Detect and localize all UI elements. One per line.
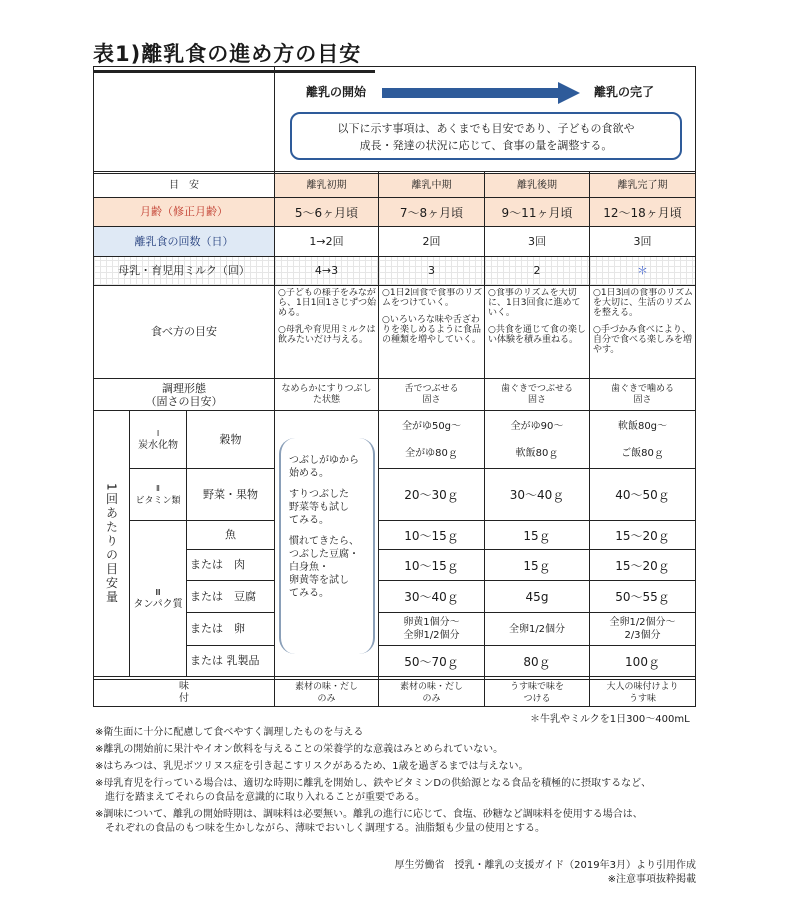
grain-complete-1: 軟飯80g〜 bbox=[617, 420, 668, 432]
label-eating: 食べ方の目安 bbox=[151, 325, 217, 338]
texture-complete-2: 固さ bbox=[633, 394, 652, 405]
food-veg: 野菜・果物 bbox=[203, 487, 258, 501]
food-egg: または 卵 bbox=[190, 622, 245, 635]
count-complete: 3回 bbox=[633, 234, 652, 248]
eating-early-a: ○子どもの様子をみながら、1日1回1さじずつ始める。 bbox=[278, 288, 377, 318]
texture-complete-1: 歯ぐきで噛める bbox=[610, 383, 674, 394]
seasoning-early bbox=[275, 680, 378, 706]
veg-complete: 40〜50ｇ bbox=[615, 488, 670, 502]
eating-middle-b: ○いろいろな味や舌ざわりを楽しめるように食品の種類を増やしていく。 bbox=[382, 315, 482, 345]
note-6: ※調味について、離乳の開始時期は、調味料は必要無い。離乳の進行に応じて、食塩、砂糖など調味料を使用する場合は、 bbox=[95, 809, 643, 820]
stage-early: 離乳初期 bbox=[275, 174, 378, 197]
bubble-line-1: つぶしがゆから bbox=[289, 455, 359, 466]
grain-complete bbox=[590, 411, 695, 468]
seasoning-complete-1: 大人の味付けより bbox=[606, 682, 679, 692]
eating-early-b: ○母乳や育児用ミルクは飲みたいだけ与える。 bbox=[278, 325, 376, 345]
age-early: 5〜6ヶ月頃 bbox=[275, 198, 378, 226]
grain-late-2: 軟飯80ｇ bbox=[515, 447, 559, 459]
seasoning-early-2: のみ bbox=[317, 694, 336, 704]
bubble-line-9: つぶした豆腐・ bbox=[289, 549, 359, 560]
egg-complete bbox=[590, 613, 695, 645]
eating-late-a: ○食事のリズムを大切に、1日3回食に進めていく。 bbox=[488, 288, 581, 318]
label-age: 月齢（修正月齢） bbox=[94, 198, 274, 226]
stage-middle: 離乳中期 bbox=[379, 174, 484, 197]
milk-middle: 3 bbox=[379, 257, 484, 285]
egg-late-1: 全卵1/2個分 bbox=[508, 623, 566, 635]
count-late: 3回 bbox=[528, 234, 546, 248]
bubble-line-2: 始める。 bbox=[289, 468, 329, 479]
fish-middle: 10〜15ｇ bbox=[404, 528, 459, 543]
note-4: ※母乳育児を行っている場合は、適切な時期に離乳を開始し、鉄やビタミンDの供給源となる食品を積極的に摂取するなど、 bbox=[95, 778, 652, 789]
meat-complete: 15〜20ｇ bbox=[615, 558, 670, 573]
veg-late: 30〜40ｇ bbox=[509, 488, 565, 502]
meat-middle: 10〜15ｇ bbox=[404, 558, 459, 573]
label-texture-1: 調理形態 bbox=[162, 381, 206, 395]
group-protein-name: タンパク質 bbox=[133, 598, 183, 610]
bubble-line-3 bbox=[289, 480, 373, 488]
seasoning-complete-2: うす味 bbox=[628, 694, 656, 704]
food-tofu: または 豆腐 bbox=[190, 589, 256, 603]
texture-early-2: た状態 bbox=[312, 394, 340, 405]
seasoning-complete bbox=[590, 680, 695, 706]
milk-complete: ＊ bbox=[590, 257, 695, 285]
progress-arrow bbox=[382, 82, 582, 104]
milk-early: 4→3 bbox=[275, 257, 378, 285]
stage-end-label: 離乳の完了 bbox=[594, 85, 655, 99]
note-7: それぞれの食品のもつ味を生かしながら、薄味でおいしく調理する。油脂類も少量の使用とする。 bbox=[95, 823, 545, 834]
texture-middle-1: 舌でつぶせる bbox=[404, 383, 459, 394]
seasoning-middle bbox=[379, 680, 484, 706]
label-meal-count: 離乳食の回数（日） bbox=[94, 227, 274, 256]
label-seasoning-1: 味 bbox=[179, 681, 189, 692]
tofu-complete: 50〜55ｇ bbox=[615, 590, 670, 604]
egg-middle-2: 全卵1/2個分 bbox=[403, 630, 460, 641]
source-note: ※注意事項抜粋掲載 bbox=[607, 874, 696, 885]
guideline-note-line2: 成長・発達の状況に応じて、食事の量を調整する。 bbox=[359, 139, 613, 152]
label-seasoning bbox=[94, 680, 274, 706]
bubble-line-11: 卵黄等を試し bbox=[289, 575, 349, 586]
grain-middle bbox=[379, 411, 484, 468]
tofu-late: 45g bbox=[525, 589, 549, 604]
egg-complete-1: 全卵1/2個分〜 bbox=[609, 617, 676, 628]
egg-middle bbox=[379, 613, 484, 645]
eating-late-b: ○共食を通じて食の楽しい体験を積み重ねる。 bbox=[488, 325, 586, 345]
food-fish: 魚 bbox=[225, 528, 236, 541]
stage-start-label: 離乳の開始 bbox=[306, 85, 367, 99]
texture-middle bbox=[379, 379, 484, 410]
texture-late bbox=[485, 379, 589, 410]
eating-complete bbox=[590, 288, 695, 378]
seasoning-late bbox=[485, 680, 589, 706]
page-title: 表1)離乳食の進め方の目安 bbox=[93, 38, 375, 73]
stage-late: 離乳後期 bbox=[485, 174, 589, 197]
food-dairy: または 乳製品 bbox=[190, 654, 260, 667]
dairy-late: 80ｇ bbox=[523, 654, 551, 669]
texture-late-1: 歯ぐきでつぶせる bbox=[500, 383, 573, 394]
group-vitamin bbox=[130, 469, 186, 520]
bubble-line-7 bbox=[289, 527, 373, 535]
dairy-middle: 50〜70ｇ bbox=[404, 654, 459, 669]
group-carb-name: 炭水化物 bbox=[138, 439, 178, 451]
bubble-line-5: 野菜等も試し bbox=[289, 502, 349, 513]
grain-middle-2: 全がゆ80ｇ bbox=[405, 447, 458, 459]
note-1: ※衛生面に十分に配慮して食べやすく調理したものを与える bbox=[95, 727, 364, 738]
bubble-line-8: 慣れてきたら、 bbox=[289, 536, 359, 547]
dairy-complete: 100ｇ bbox=[625, 654, 660, 669]
count-early: 1→2回 bbox=[309, 234, 344, 248]
count-middle: 2回 bbox=[422, 234, 441, 248]
texture-early-1: なめらかにすりつぶし bbox=[281, 383, 372, 394]
label-texture-2: （固さの目安） bbox=[145, 394, 223, 408]
fish-late: 15ｇ bbox=[523, 528, 551, 543]
milk-late: 2 bbox=[485, 257, 589, 285]
label-texture bbox=[94, 379, 274, 410]
age-late: 9〜11ヶ月頃 bbox=[485, 198, 589, 226]
age-middle: 7〜8ヶ月頃 bbox=[379, 198, 484, 226]
eating-middle bbox=[379, 288, 484, 378]
texture-late-2: 固さ bbox=[527, 394, 546, 405]
eating-late bbox=[485, 288, 589, 378]
egg-complete-2: 2/3個分 bbox=[624, 630, 661, 641]
meat-late: 15ｇ bbox=[523, 558, 551, 573]
label-milk: 母乳・育児用ミルク（回） bbox=[94, 257, 274, 285]
seasoning-middle-2: のみ bbox=[422, 694, 441, 704]
bubble-line-6: てみる。 bbox=[289, 515, 329, 526]
guideline-note-line1: 以下に示す事項は、あくまでも目安であり、子どもの食欲や bbox=[337, 122, 635, 135]
note-2: ※離乳の開始前に果汁やイオン飲料を与えることの栄養学的な意義はみとめられていない。 bbox=[95, 744, 504, 755]
early-guidance-bubble bbox=[279, 438, 375, 654]
group-vitamin-num: Ⅱ bbox=[156, 483, 160, 493]
guideline-note bbox=[290, 112, 682, 160]
food-meat: または 肉 bbox=[190, 558, 245, 571]
milk-note: ＊牛乳やミルクを1日300〜400mL bbox=[530, 714, 690, 725]
seasoning-early-1: 素材の味・だし bbox=[294, 682, 358, 692]
texture-early bbox=[275, 379, 378, 410]
note-5: 進行を踏まえてそれらの食品を意識的に取り入れることが重要である。 bbox=[95, 792, 425, 803]
tofu-middle: 30〜40ｇ bbox=[404, 590, 459, 604]
seasoning-late-2: つける bbox=[523, 694, 551, 704]
note-3: ※はちみつは、乳児ボツリヌス症を引き起こすリスクがあるため、1歳を過ぎるまでは与えない。 bbox=[95, 761, 529, 772]
bubble-line-12: てみる。 bbox=[289, 588, 329, 599]
veg-middle: 20〜30ｇ bbox=[404, 488, 459, 502]
food-grain: 穀物 bbox=[219, 432, 242, 446]
eating-early bbox=[275, 288, 378, 378]
group-vitamin-name: ビタミン類 bbox=[135, 495, 181, 506]
fish-complete: 15〜20ｇ bbox=[615, 528, 670, 543]
grain-late-1: 全がゆ90〜 bbox=[510, 420, 564, 432]
stage-complete: 離乳完了期 bbox=[590, 174, 695, 197]
eating-middle-a: ○1日2回食で食事のリズムをつけていく。 bbox=[382, 288, 483, 308]
group-carb bbox=[130, 411, 186, 468]
eating-complete-a: ○1日3回の食事のリズムを大切に、生活のリズムを整える。 bbox=[593, 288, 694, 318]
group-carb-num: Ⅰ bbox=[156, 428, 160, 438]
source-citation: 厚生労働省 授乳・離乳の支援ガイド（2019年3月）より引用作成 bbox=[394, 860, 696, 871]
grain-complete-2: ご飯80ｇ bbox=[621, 447, 664, 459]
label-seasoning-2: 付 bbox=[179, 693, 189, 704]
egg-late bbox=[485, 613, 589, 645]
egg-middle-1: 卵黄1個分〜 bbox=[403, 617, 460, 628]
bubble-line-4: すりつぶした bbox=[289, 489, 349, 500]
texture-middle-2: 固さ bbox=[422, 394, 441, 405]
texture-complete bbox=[590, 379, 695, 410]
eating-complete-b: ○手づかみ食べにより、自分で食べる楽しみを増やす。 bbox=[593, 325, 693, 355]
group-protein bbox=[130, 521, 186, 676]
seasoning-middle-1: 素材の味・だし bbox=[399, 682, 463, 692]
label-meyasu: 目 安 bbox=[169, 179, 199, 191]
group-protein-num: Ⅲ bbox=[155, 587, 161, 597]
seasoning-late-1: うす味で味を bbox=[509, 682, 564, 692]
grain-middle-1: 全がゆ50g〜 bbox=[401, 420, 462, 432]
label-amount-per-meal: 1回あたりの目安量 bbox=[104, 482, 119, 605]
bubble-line-10: 白身魚・ bbox=[289, 562, 329, 573]
age-complete: 12〜18ヶ月頃 bbox=[590, 198, 695, 226]
grain-late bbox=[485, 411, 589, 468]
